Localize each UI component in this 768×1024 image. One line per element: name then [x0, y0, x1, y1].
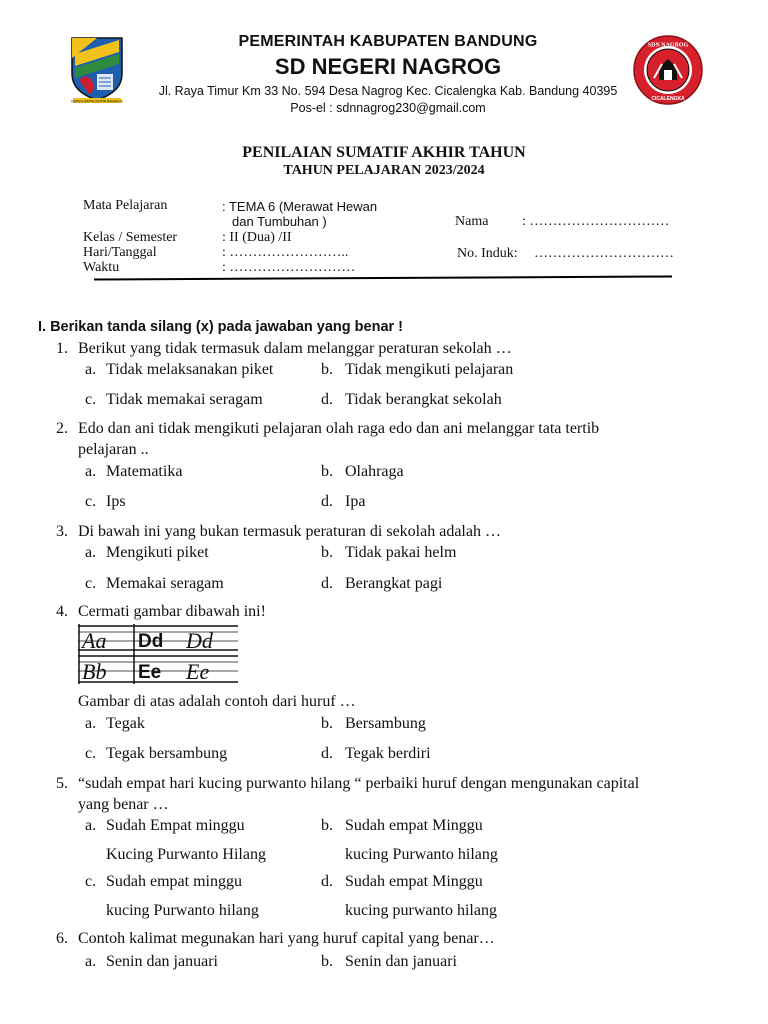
induk-label: No. Induk:: [457, 246, 518, 261]
option-text[interactable]: Tidak mengikuti pelajaran: [345, 361, 514, 378]
school-email: Pos-el : sdnnagrog230@gmail.com: [290, 101, 486, 115]
question-number: 6.: [56, 930, 68, 947]
option-text-line2[interactable]: kucing Purwanto hilang: [345, 846, 498, 863]
option-letter[interactable]: b.: [321, 361, 333, 378]
option-text-line1[interactable]: Sudah empat Minggu: [345, 817, 483, 834]
question-number: 5.: [56, 775, 68, 792]
option-letter[interactable]: d.: [321, 745, 333, 762]
option-letter[interactable]: d.: [321, 493, 333, 510]
option-letter[interactable]: b.: [321, 463, 333, 480]
option-letter[interactable]: a.: [85, 953, 97, 970]
question-text-line1: “sudah empat hari kucing purwanto hilang “ perbaiki huruf dengan mengunakan capital: [78, 775, 640, 792]
letter-ee-cursive: Ee: [186, 659, 210, 684]
option-text[interactable]: Tegak bersambung: [106, 745, 228, 762]
option-letter[interactable]: b.: [321, 953, 333, 970]
letter-bb-cursive: Bb: [82, 659, 107, 684]
question-text-line2: pelajaran ..: [78, 441, 149, 458]
option-text-line1[interactable]: Sudah empat minggu: [106, 873, 242, 890]
option-text[interactable]: Tidak pakai helm: [345, 544, 457, 561]
question-text-line1: Edo dan ani tidak mengikuti pelajaran olah raga edo dan ani melanggar tata tertib: [78, 420, 600, 437]
option-letter[interactable]: d.: [321, 391, 333, 408]
hari-label: Hari/Tanggal: [83, 245, 157, 260]
option-text[interactable]: Bersambung: [345, 715, 426, 732]
question-text-line2: yang benar …: [78, 796, 169, 813]
mapel-value-line2: dan Tumbuhan ): [232, 214, 327, 229]
option-text[interactable]: Memakai seragam: [106, 575, 224, 592]
question-text: Di bawah ini yang bukan termasuk peraturan di sekolah adalah …: [78, 523, 501, 540]
option-letter[interactable]: c.: [85, 575, 97, 592]
waktu-label: Waktu: [83, 260, 120, 275]
option-text-line2[interactable]: kucing purwanto hilang: [345, 902, 497, 919]
exam-year: TAHUN PELAJARAN 2023/2024: [283, 163, 485, 178]
handwriting-letters-image: [78, 624, 238, 686]
option-text-line1[interactable]: Sudah empat Minggu: [345, 873, 483, 890]
section-heading: I. Berikan tanda silang (x) pada jawaban yang benar !: [38, 319, 404, 335]
svg-text:CICALENGKA: CICALENGKA: [651, 96, 685, 102]
option-text[interactable]: Senin dan januari: [345, 953, 457, 970]
option-letter[interactable]: a.: [85, 817, 97, 834]
header-divider: [94, 275, 672, 280]
option-text[interactable]: Tegak: [106, 715, 145, 732]
option-text-line1[interactable]: Sudah Empat minggu: [106, 817, 245, 834]
option-letter[interactable]: a.: [85, 463, 97, 480]
option-text[interactable]: Senin dan januari: [106, 953, 218, 970]
option-letter[interactable]: b.: [321, 715, 333, 732]
option-text[interactable]: Matematika: [106, 463, 183, 480]
letter-aa-cursive: Aa: [82, 628, 107, 653]
option-letter[interactable]: d.: [321, 575, 333, 592]
hari-field[interactable]: : ……………………..: [222, 245, 349, 260]
question-text-after: Gambar di atas adalah contoh dari huruf …: [78, 693, 356, 710]
option-text-line2[interactable]: Kucing Purwanto Hilang: [106, 846, 266, 863]
svg-text:SDN NAGROG: SDN NAGROG: [647, 42, 689, 49]
option-text[interactable]: Mengikuti piket: [106, 544, 209, 561]
school-address: Jl. Raya Timur Km 33 No. 594 Desa Nagrog Kec. Cicalengka Kab. Bandung 40395: [158, 84, 618, 98]
option-letter[interactable]: d.: [321, 873, 333, 890]
nama-label: Nama: [455, 214, 489, 229]
left-logo-motto: REPEH RAPIH KERTA RAHARJA: [71, 99, 123, 104]
question-number: 1.: [56, 340, 68, 357]
mapel-label: Mata Pelajaran: [83, 198, 168, 213]
option-text[interactable]: Tidak melaksanakan piket: [106, 361, 274, 378]
question-text: Cermati gambar dibawah ini!: [78, 603, 266, 620]
letter-dd-print: Dd: [138, 631, 164, 652]
question-number: 2.: [56, 420, 68, 437]
mapel-value-line1: : TEMA 6 (Merawat Hewan: [222, 199, 378, 214]
option-letter[interactable]: c.: [85, 745, 97, 762]
option-text[interactable]: Tidak memakai seragam: [106, 391, 263, 408]
kelas-label: Kelas / Semester: [83, 230, 178, 245]
induk-field[interactable]: …………………………: [534, 246, 674, 261]
question-number: 4.: [56, 603, 68, 620]
option-letter[interactable]: c.: [85, 873, 97, 890]
question-text: Contoh kalimat megunakan hari yang huruf capital yang benar…: [78, 930, 495, 947]
option-text[interactable]: Olahraga: [345, 463, 404, 480]
option-letter[interactable]: b.: [321, 817, 333, 834]
option-text[interactable]: Tidak berangkat sekolah: [345, 391, 502, 408]
option-letter[interactable]: b.: [321, 544, 333, 561]
question-text: Berikut yang tidak termasuk dalam melanggar peraturan sekolah …: [78, 340, 512, 357]
option-letter[interactable]: a.: [85, 361, 97, 378]
exam-title: PENILAIAN SUMATIF AKHIR TAHUN: [242, 144, 526, 161]
option-text[interactable]: Berangkat pagi: [345, 575, 443, 592]
option-letter[interactable]: a.: [85, 544, 97, 561]
option-text[interactable]: Tegak berdiri: [345, 745, 431, 762]
option-letter[interactable]: c.: [85, 391, 97, 408]
option-text-line2[interactable]: kucing Purwanto hilang: [106, 902, 259, 919]
nama-field[interactable]: : …………………………: [522, 214, 670, 229]
kelas-value: : II (Dua) /II: [222, 230, 292, 245]
school-name: SD NEGERI NAGROG: [274, 54, 502, 79]
government-name: PEMERINTAH KABUPATEN BANDUNG: [238, 33, 538, 50]
option-letter[interactable]: a.: [85, 715, 97, 732]
option-letter[interactable]: c.: [85, 493, 97, 510]
question-number: 3.: [56, 523, 68, 540]
option-text[interactable]: Ipa: [345, 493, 366, 510]
letter-ee-print: Ee: [138, 662, 162, 683]
letter-dd-cursive: Dd: [186, 628, 213, 653]
waktu-field[interactable]: : ………………………: [222, 260, 356, 275]
option-text[interactable]: Ips: [106, 493, 126, 510]
